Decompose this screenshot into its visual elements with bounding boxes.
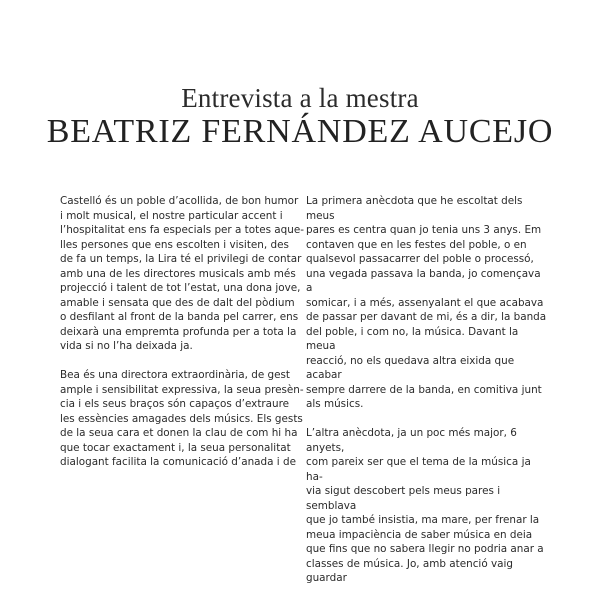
paragraph: Bea és una directora extraordinària, de gest ample i sensibilitat expressiva, la seua presèn- cia i els seus braços són capaços d’extraure les essències amagades dels músics. Els gests de la seua cara et donen la clau de com hi ha que tocar exactament i, la seua personalitat dialogant facilita la comunicació d’anada i de: [60, 369, 304, 468]
interview-kicker: Entrevista a la mestra: [181, 83, 419, 113]
paragraph: Castelló és un poble d’acollida, de bon humor i molt musical, el nostre particular accent i l’hospitalitat ens fa especials per a totes aque- lles persones que ens escolten i visiten, des de fa un temps, la Lira té el privilegi de contar amb una de les directores musicals amb més projecció i talent de tot l’estat, una dona jove, amable i sensata que des de dalt del pòdium o desfilant al front de la banda pel carrer, ens deixarà una empremta profunda per a tota la vida si no l’ha deixada ja.: [60, 195, 304, 352]
paragraph: La primera anècdota que he escoltat dels meus pares es centra quan jo tenia uns 3 anys. Em contaven que en les festes del poble, o en qualsevol passacarrer del poble o processó, una vegada passava la banda, jo començava a somicar, i a més, assenyalant el que acabava de passar per davant de mi, és a dir, la banda del poble, i com no, la música. Davant la meua reacció, no els quedava altra eixida que acabar sempre darrere de la banda, en comitiva junt als músics.: [306, 195, 547, 410]
interviewee-name: BEATRIZ FERNÁNDEZ AUCEJO: [46, 113, 554, 150]
right-column: [306, 194, 550, 600]
paragraph: L’altra anècdota, ja un poc més major, 6 anyets, com pareix ser que el tema de la música ja ha- via sigut descobert pels meus pares i semblava que jo també insistia, ma mare, per frenar la meua impaciència de saber música en deia que fins que no sabera llegir no podria anar a classes de música. Jo, amb atenció vaig guardar: [306, 427, 544, 584]
left-column: [60, 194, 304, 484]
